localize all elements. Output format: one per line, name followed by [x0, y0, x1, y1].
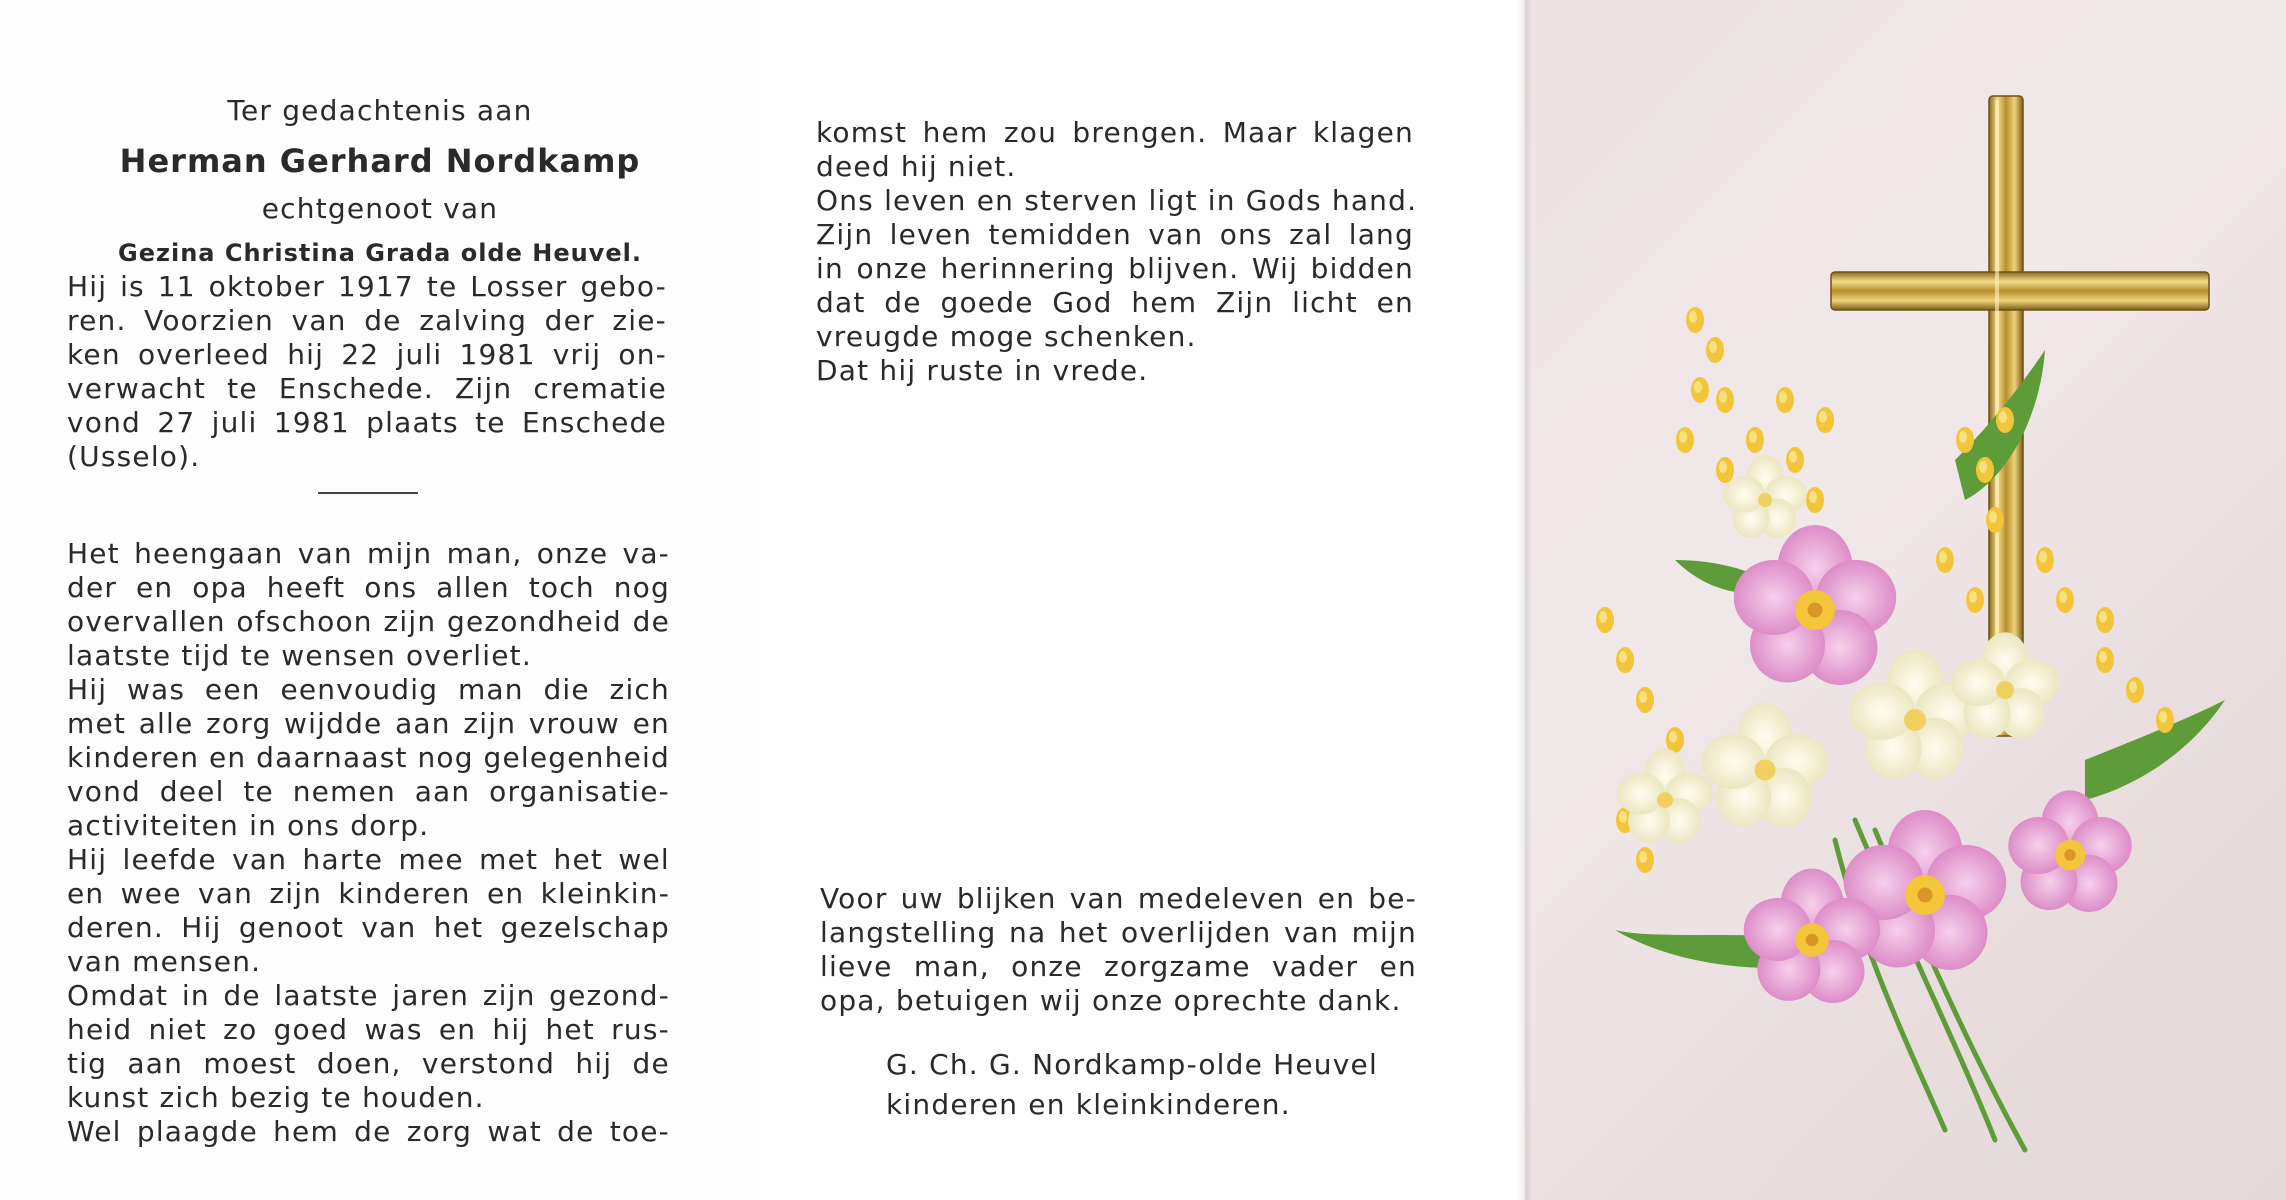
tribute-line: Hij was een eenvoudig man die zich: [67, 673, 670, 706]
tribute-line: Het heengaan van mijn man, onze va-: [67, 537, 670, 570]
tribute-continuation-line: Zijn leven temidden van ons zal lang: [816, 218, 1414, 251]
in-memory-heading: Ter gedachtenis aan: [227, 94, 533, 127]
tribute-line: van mensen.: [67, 945, 262, 978]
tribute-line: met alle zorg wijdde aan zijn vrouw en: [67, 707, 670, 740]
picture-panel: [1525, 0, 2286, 1200]
tribute-continuation-line: Dat hij ruste in vrede.: [816, 354, 1149, 387]
biography-line: (Usselo).: [67, 440, 201, 473]
left-panel: [0, 0, 760, 1200]
tribute-line: laatste tijd te wensen overliet.: [67, 639, 532, 672]
tribute-continuation-line: vreugde moge schenken.: [816, 320, 1197, 353]
biography-line: ren. Voorzien van de zalving der zie-: [67, 304, 667, 337]
tribute-line: der en opa heeft ons allen toch nog: [67, 571, 670, 604]
tribute-line: activiteiten in ons dorp.: [67, 809, 430, 842]
biography-line: Hij is 11 oktober 1917 te Losser gebo-: [67, 270, 667, 303]
thanks-line: lieve man, onze zorgzame vader en: [820, 950, 1417, 983]
tribute-line: heid niet zo goed was en hij het rus-: [67, 1013, 670, 1046]
tribute-line: vond deel te nemen aan organisatie-: [67, 775, 670, 808]
cross-flowers-picture: [1525, 0, 2286, 1200]
tribute-line: Hij leefde van harte mee met het wel: [67, 843, 670, 876]
card-fold: [1517, 0, 1531, 1200]
biography-line: ken overleed hij 22 juli 1981 vrij on-: [67, 338, 667, 371]
tribute-continuation-line: komst hem zou brengen. Maar klagen: [816, 116, 1414, 149]
tribute-line: Omdat in de laatste jaren zijn gezond-: [67, 979, 670, 1012]
thanks-line: langstelling na het overlijden van mijn: [820, 916, 1417, 949]
tribute-continuation-line: Ons leven en sterven ligt in Gods hand.: [816, 184, 1418, 217]
tribute-line: Wel plaagde hem de zorg wat de toe-: [67, 1115, 670, 1148]
tribute-line: en wee van zijn kinderen en kleinkin-: [67, 877, 670, 910]
biography-line: verwacht te Enschede. Zijn crematie: [67, 372, 667, 405]
tribute-line: overvallen ofschoon zijn gezondheid de: [67, 605, 670, 638]
tribute-continuation-line: in onze herinnering blijven. Wij bidden: [816, 252, 1414, 285]
tribute-line: kinderen en daarnaast nog gelegenheid: [67, 741, 670, 774]
divider-line: [318, 492, 418, 494]
tribute-line: tig aan moest doen, verstond hij de: [67, 1047, 670, 1080]
biography-line: vond 27 juli 1981 plaats te Enschede: [67, 406, 667, 439]
tribute-continuation-line: dat de goede God hem Zijn licht en: [816, 286, 1414, 319]
spouse-name: Gezina Christina Grada olde Heuvel.: [118, 239, 642, 267]
signature-line: G. Ch. G. Nordkamp-olde Heuvel: [886, 1048, 1378, 1081]
tribute-line: deren. Hij genoot van het gezelschap: [67, 911, 670, 944]
deceased-name: Herman Gerhard Nordkamp: [119, 142, 641, 180]
spouse-of-label: echtgenoot van: [261, 192, 499, 225]
tribute-line: kunst zich bezig te houden.: [67, 1081, 485, 1114]
middle-panel: [760, 0, 1525, 1200]
signature-line: kinderen en kleinkinderen.: [886, 1088, 1291, 1121]
thanks-line: Voor uw blijken van medeleven en be-: [820, 882, 1417, 915]
tribute-continuation-line: deed hij niet.: [816, 150, 1017, 183]
thanks-line: opa, betuigen wij onze oprechte dank.: [820, 984, 1402, 1017]
